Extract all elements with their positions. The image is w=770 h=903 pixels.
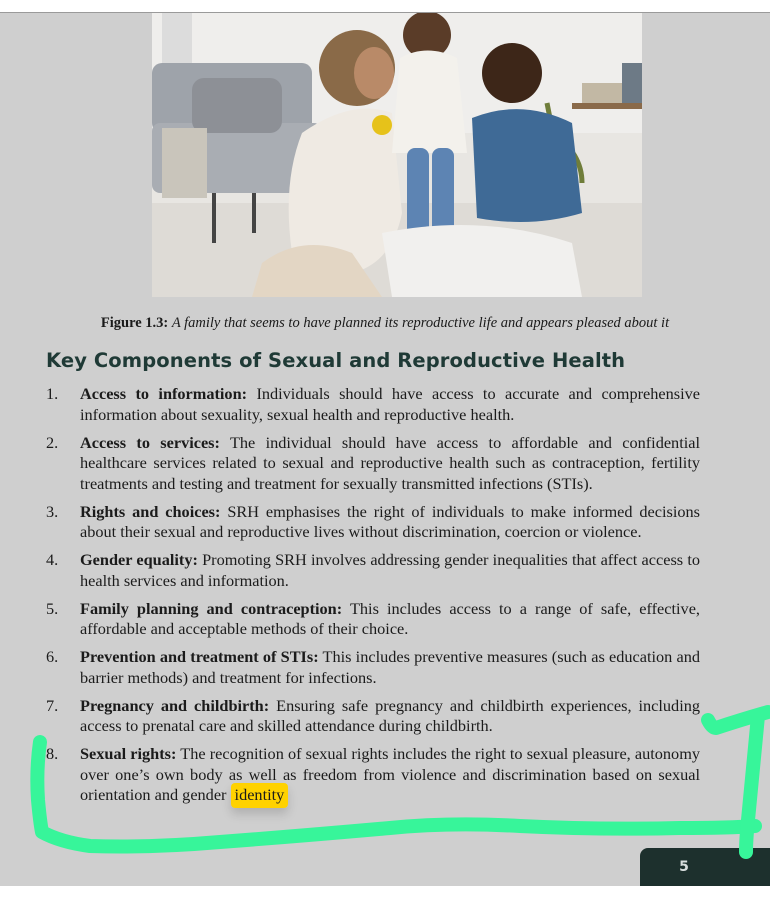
figure-caption-text: A family that seems to have planned its reproductive life and appears pleased about it bbox=[171, 315, 670, 331]
page-number: 5 bbox=[679, 859, 689, 875]
item-text: Promoting SRH involves addressing gender inequalities that affect access to health services and information. bbox=[80, 550, 700, 590]
list-item bbox=[46, 433, 700, 495]
list-item bbox=[46, 744, 700, 806]
item-number: 2. bbox=[46, 432, 59, 452]
document-page bbox=[0, 12, 770, 886]
item-text: The recognition of sexual rights includes the right to sexual pleasure, autonomy over one’s own body as well as freedom from violence and discrimination based on sexual orientation and gender bbox=[80, 744, 700, 804]
item-number: 5. bbox=[46, 598, 59, 618]
item-term: Sexual rights: bbox=[80, 744, 177, 763]
item-term: Prevention and treatment of STIs: bbox=[80, 647, 319, 666]
list-item bbox=[46, 502, 700, 543]
item-term: Family planning and contraception: bbox=[80, 598, 343, 618]
item-number: 4. bbox=[46, 550, 59, 569]
list-item bbox=[46, 647, 700, 688]
list-item bbox=[46, 550, 700, 591]
figure-image bbox=[152, 13, 642, 297]
list-item bbox=[46, 384, 700, 425]
item-number: 6. bbox=[46, 647, 59, 666]
item-number: 8. bbox=[46, 744, 59, 763]
item-number: 1. bbox=[46, 384, 59, 403]
item-text: Ensuring safe pregnancy and childbirth experiences, including access to prenatal care and skilled attendance during childbirth. bbox=[80, 695, 701, 735]
list-item bbox=[46, 599, 700, 640]
highlighted-word[interactable]: identity bbox=[231, 783, 289, 808]
item-number: 7. bbox=[46, 695, 59, 715]
item-text: The individual should have access to affordable and confidential healthcare services related to sexual and reproductive health such as contraception, fertility treatments and testing and treatment for sexually transmitted infections (STIs). bbox=[80, 432, 700, 493]
item-text: This includes access to a range of safe, effective, affordable and acceptable methods of their choice. bbox=[80, 598, 700, 638]
item-term: Access to services: bbox=[80, 432, 220, 452]
item-term: Gender equality: bbox=[80, 550, 198, 569]
item-term: Pregnancy and childbirth: bbox=[80, 695, 270, 715]
item-number: 3. bbox=[46, 501, 59, 521]
figure-label: Figure 1.3: bbox=[100, 315, 169, 331]
family-photo-illustration bbox=[152, 13, 642, 297]
list-item bbox=[46, 696, 700, 737]
page-number-badge bbox=[640, 848, 770, 886]
components-list bbox=[46, 384, 700, 813]
item-term: Rights and choices: bbox=[80, 501, 221, 521]
item-term: Access to information: bbox=[80, 384, 248, 403]
item-text: SRH emphasises the right of individuals to make informed decisions about their sexual and reproductive lives without discrimination, coercion or violence. bbox=[80, 501, 700, 541]
item-text: Individuals should have access to accurate and comprehensive information about sexuality, sexual health and reproductive health. bbox=[80, 384, 700, 424]
figure-caption bbox=[0, 315, 770, 332]
item-text: This includes preventive measures (such as education and barrier methods) and treatment for infections. bbox=[80, 647, 700, 687]
section-heading: Key Components of Sexual and Reproductive Health bbox=[46, 349, 626, 372]
